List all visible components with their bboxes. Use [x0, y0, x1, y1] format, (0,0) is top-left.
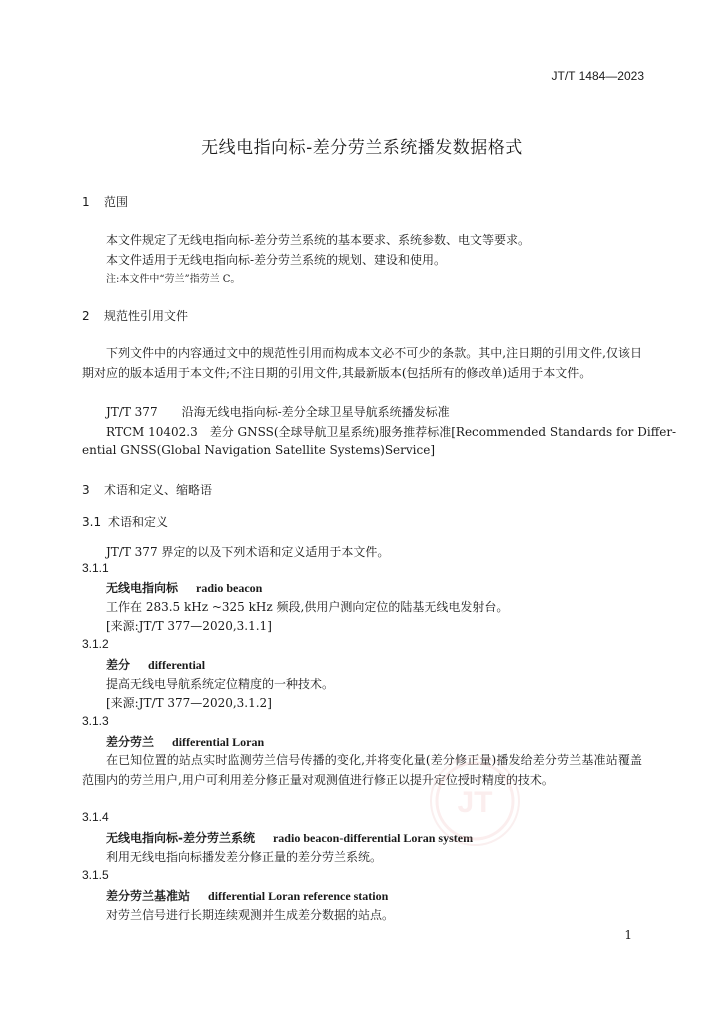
subsection-heading: [82, 513, 168, 530]
clause-number: 3.1.5: [82, 868, 109, 882]
term-entry: [106, 579, 262, 596]
section-number: 3: [82, 483, 90, 497]
term-zh: 差分劳兰基准站: [106, 889, 191, 903]
term-source: [来源:JT/T 377—2020,3.1.2]: [106, 696, 272, 710]
standard-number: JT/T 1484—2023: [551, 69, 644, 83]
section-number: 2: [82, 309, 90, 323]
document-title: 无线电指向标-差分劳兰系统播发数据格式: [201, 138, 523, 158]
term-entry: [106, 656, 205, 673]
section-2-heading: [82, 307, 188, 324]
section-number: 1: [82, 195, 90, 209]
clause-number: 3.1.4: [82, 810, 109, 824]
term-zh: 差分劳兰: [106, 735, 155, 749]
term-en: differential: [148, 658, 206, 672]
reference-item: RTCM 10402.3 差分 GNSS(全球导航卫星系统)服务推荐标准[Recommended Standards for Differ-: [106, 425, 677, 439]
paragraph: JT/T 377 界定的以及下列术语和定义适用于本文件。: [106, 545, 390, 559]
seal-icon: [432, 758, 518, 844]
term-entry: [106, 733, 264, 750]
term-definition: 工作在 283.5 kHz ~325 kHz 频段,供用户测向定位的陆基无线电发射台。: [106, 600, 509, 614]
term-definition: 对劳兰信号进行长期连续观测并生成差分数据的站点。: [106, 908, 395, 922]
section-title: 范围: [104, 195, 129, 209]
watermark-text: JT: [457, 786, 493, 819]
term-zh: 差分: [106, 658, 131, 672]
note: 注:本文件中“劳兰”指劳兰 C。: [106, 274, 241, 285]
term-definition: 在已知位置的站点实时监测劳兰信号传播的变化,并将变化量(差分修正量)播发给差分劳兰基准站覆盖范围内的劳兰用户,用户可利用差分修正量对观测值进行修正以提升定位授时精度的技术。: [82, 753, 642, 787]
reference-title: 沿海无线电指向标-差分全球卫星导航系统播发标准: [181, 405, 450, 419]
subsection-title: 术语和定义: [108, 515, 169, 529]
clause-number: 3.1.2: [82, 637, 109, 651]
reference-item-continued: ential GNSS(Global Navigation Satellite Systems)Service]: [82, 443, 435, 457]
term-entry: [106, 829, 473, 846]
term-definition: 提高无线电导航系统定位精度的一种技术。: [106, 677, 335, 691]
reference-item: [106, 403, 450, 420]
watermark-seal: [430, 756, 520, 846]
term-en: differential Loran: [172, 735, 265, 749]
section-title: 术语和定义、缩略语: [104, 483, 213, 497]
term-zh: 无线电指向标-差分劳兰系统: [106, 831, 255, 845]
term-definition: 利用无线电指向标播发差分修正量的差分劳兰系统。: [106, 850, 383, 864]
term-en: radio beacon: [196, 581, 263, 595]
term-entry: [106, 887, 388, 904]
section-3-heading: [82, 481, 212, 498]
term-zh: 无线电指向标: [106, 581, 179, 595]
clause-number: 3.1.1: [82, 561, 109, 575]
reference-code: JT/T 377: [106, 405, 158, 419]
clause-number: 3.1.3: [82, 714, 109, 728]
paragraph: 本文件规定了无线电指向标-差分劳兰系统的基本要求、系统参数、电文等要求。: [106, 233, 531, 247]
paragraph: 本文件适用于无线电指向标-差分劳兰系统的规划、建设和使用。: [106, 253, 447, 267]
section-title: 规范性引用文件: [104, 309, 189, 323]
term-source: [来源:JT/T 377—2020,3.1.1]: [106, 619, 272, 633]
term-en: radio beacon-differential Loran system: [272, 831, 474, 845]
subsection-number: 3.1: [82, 515, 102, 529]
page-number: 1: [624, 928, 632, 942]
section-1-heading: [82, 193, 128, 210]
paragraph: 下列文件中的内容通过文中的规范性引用而构成本文必不可少的条款。其中,注日期的引用文件,仅该日期对应的版本适用于本文件;不注日期的引用文件,其最新版本(包括所有的修改单)适用于本文件。: [82, 346, 642, 380]
term-en: differential Loran reference station: [208, 889, 389, 903]
